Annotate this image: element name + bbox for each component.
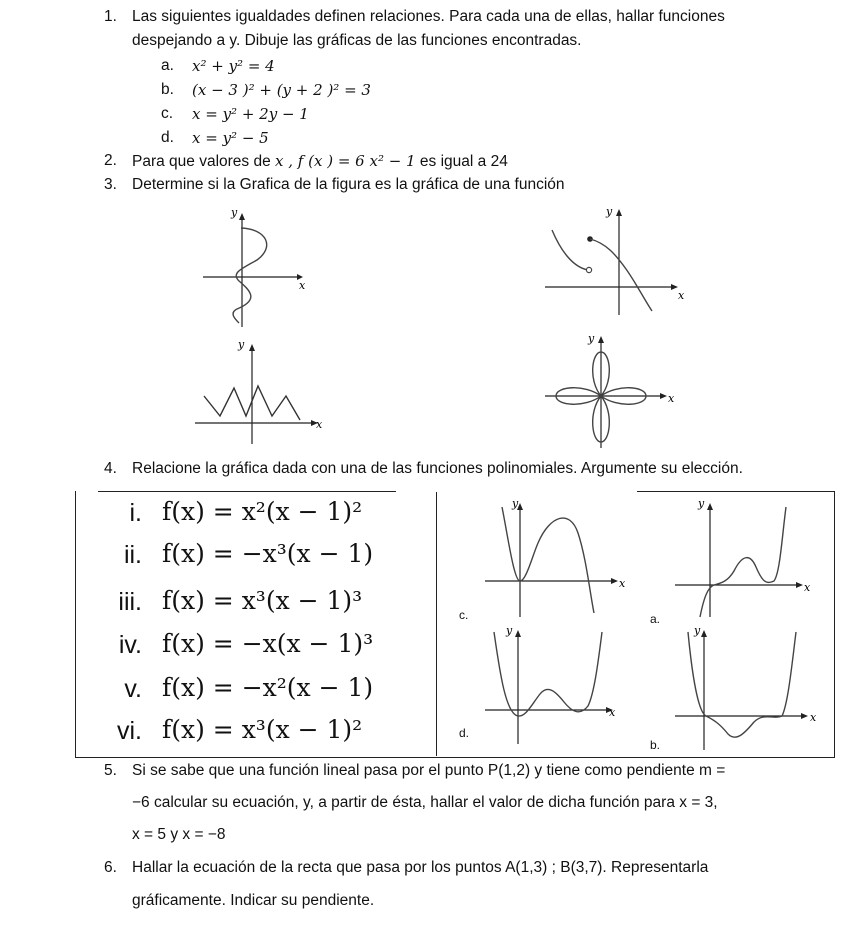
q6-number: 6. [104, 859, 117, 876]
q3-number: 3. [104, 176, 117, 193]
q4-graph-a-label: a. [650, 612, 661, 626]
y-label: y [231, 206, 238, 219]
y-arrow [515, 630, 521, 637]
fn-ii-expr: f(x) = −x³(x − 1) [162, 539, 374, 568]
q1-number: 1. [104, 8, 117, 25]
left-curve [552, 230, 588, 270]
y-arrow [701, 630, 707, 637]
x-arrow [796, 582, 803, 588]
q4-number: 4. [104, 460, 117, 477]
open-dot [586, 267, 591, 272]
q4-graph-b-label: b. [650, 738, 661, 752]
x-label: x [316, 418, 323, 431]
q1-item-c-label: c. [161, 105, 174, 122]
q4-graph-d-label: d. [459, 726, 470, 740]
y-label: y [512, 497, 519, 510]
x-label: x [619, 577, 626, 590]
curve [233, 228, 267, 323]
fn-i-label: i. [129, 499, 142, 527]
q1-item-a-expr: x² + y² = 4 [192, 57, 275, 75]
q4-graph-c [480, 497, 630, 619]
fn-iv-label: iv. [118, 631, 142, 659]
q1-text-line1: Las siguientes igualdades definen relaciones. Para cada una de ellas, hallar funciones [132, 8, 725, 25]
q1-item-b-expr: (x − 3 )² + (y + 2 )² = 3 [192, 81, 371, 99]
q1-item-b-label: b. [161, 81, 174, 98]
frame-gap-right [437, 490, 637, 493]
fn-vi-expr: f(x) = x³(x − 1)² [162, 715, 363, 744]
q1-item-a-label: a. [161, 57, 174, 74]
fn-iv-expr: f(x) = −x(x − 1)³ [162, 629, 374, 658]
q2-expr: x , f (x ) = 6 x² − 1 [275, 152, 416, 170]
y-arrow [249, 344, 255, 351]
x-arrow [801, 713, 808, 719]
y-label: y [698, 497, 705, 510]
y-label: y [238, 338, 245, 351]
right-curve [590, 239, 652, 311]
curve [494, 632, 602, 716]
frame-gap-middle [396, 490, 438, 493]
q4-graph-c-label: c. [459, 608, 469, 622]
q3-graph-zigzag [190, 336, 335, 446]
x-arrow [671, 284, 678, 290]
q3-graph-open-closed-dots [540, 205, 690, 317]
y-label: y [606, 205, 613, 218]
x-label: x [609, 706, 616, 719]
curve [700, 507, 786, 617]
q5-number: 5. [104, 762, 117, 779]
q1-item-c-expr: x = y² + 2y − 1 [192, 105, 309, 123]
fn-ii-label: ii. [123, 541, 142, 569]
q1-item-d-label: d. [161, 129, 174, 146]
y-arrow [239, 213, 245, 220]
x-label: x [299, 279, 306, 292]
x-arrow [611, 578, 618, 584]
fn-iii-label: iii. [118, 588, 142, 616]
y-label: y [694, 624, 701, 637]
frame-gap-left [76, 490, 98, 493]
q3-graph-wave-relation [195, 205, 310, 330]
x-label: x [678, 289, 685, 302]
q5-text-line1: Si se sabe que una función lineal pasa por el punto P(1,2) y tiene como pendiente m = [132, 762, 726, 779]
q1-text-line2: despejando a y. Dibuje las gráficas de las funciones encontradas. [132, 32, 582, 49]
q6-text-line1: Hallar la ecuación de la recta que pasa por los puntos A(1,3) ; B(3,7). Representarla [132, 859, 709, 876]
y-arrow [598, 336, 604, 343]
q3-text: Determine si la Grafica de la figura es la gráfica de una función [132, 176, 565, 193]
q2-number: 2. [104, 152, 117, 169]
x-arrow [660, 393, 667, 399]
y-arrow [707, 503, 713, 510]
q3-graph-four-petal [540, 330, 690, 450]
x-label: x [668, 392, 675, 405]
q2-post: es igual a 24 [415, 153, 508, 170]
x-label: x [804, 581, 811, 594]
fn-iii-expr: f(x) = x³(x − 1)³ [162, 586, 363, 615]
fn-v-label: v. [124, 675, 142, 703]
q2-text [132, 152, 508, 171]
q4-text: Relacione la gráfica dada con una de las funciones polinomiales. Argumente su elección. [132, 460, 743, 477]
fn-vi-label: vi. [117, 717, 142, 745]
x-label: x [810, 711, 817, 724]
fn-v-expr: f(x) = −x²(x − 1) [162, 673, 374, 702]
q2-pre: Para que valores de [132, 153, 276, 170]
y-label: y [588, 332, 595, 345]
q4-graph-d [480, 624, 630, 746]
q5-text-line3: x = 5 y x = −8 [132, 826, 226, 843]
q6-text-line2: gráficamente. Indicar su pendiente. [132, 892, 375, 909]
q4-graph-a [670, 497, 820, 619]
y-arrow [616, 209, 622, 216]
curve [502, 507, 594, 613]
q4-graph-b [670, 624, 820, 752]
fn-i-expr: f(x) = x²(x − 1)² [162, 497, 363, 526]
q1-item-d-expr: x = y² − 5 [192, 129, 269, 147]
q4-table-divider [436, 492, 437, 756]
q5-text-line2: −6 calcular su ecuación, y, a partir de ésta, hallar el valor de dicha función para x = 3, [132, 794, 718, 811]
y-label: y [506, 624, 513, 637]
